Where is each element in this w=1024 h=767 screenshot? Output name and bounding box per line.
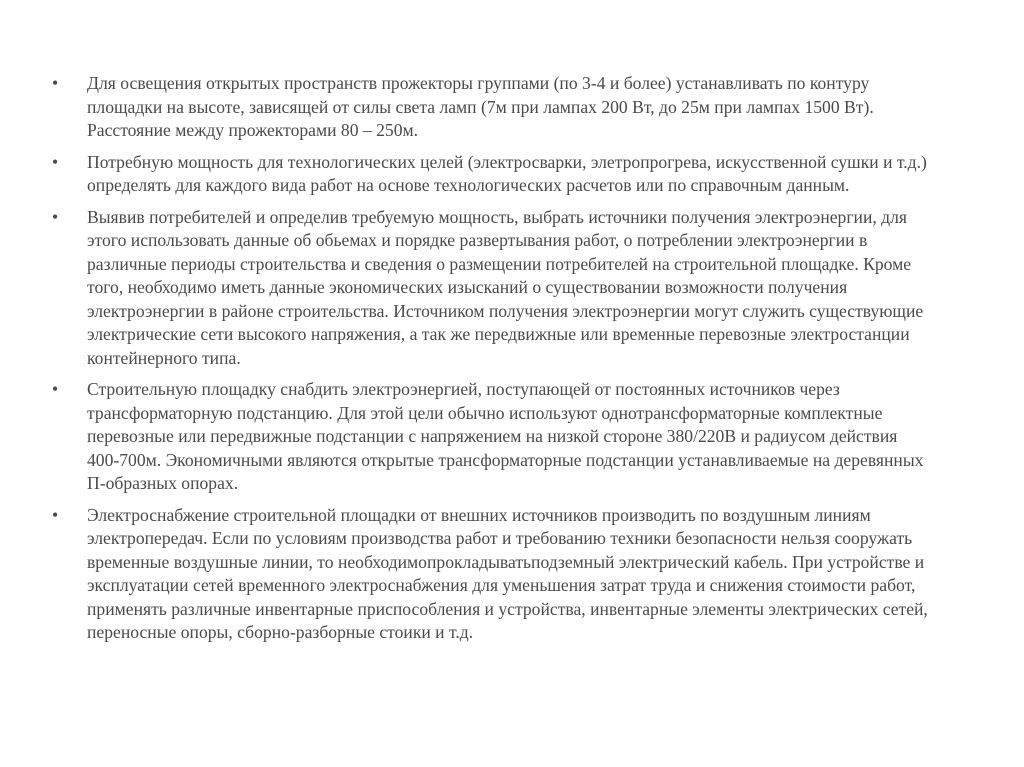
bullet-text: Для освещения открытых пространств прожекторы группами (по 3-4 и более) устанавливать по контуру площадки на высоте, зависящей от силы света ламп (7м при лампах 200 Вт, до 25м при лампах 1500 Вт). Расстояние между прожекторами 80 – 250м. [87, 73, 874, 140]
bullet-icon: • [52, 151, 59, 172]
bullet-text: Выявив потребителей и определив требуемую мощность, выбрать источники получения электроэнергии, для этого использовать данные об обьемах и порядке развертывания работ, о потреблении электроэнергии в различные периоды строительства и сведения о размещении потребителей на строительной площадке. Кроме того, необходимо иметь данные экономических изысканий о существовании возможности получения электроэнергии в районе строительства. Источником получения электроэнергии могут служить существующие электрические сети высокого напряжения, а так же передвижные или временные перевозные электростанции контейнерного типа. [87, 206, 924, 368]
bullet-text: Потребную мощность для технологических целей (электросварки, элетропрогрева, искусственной сушки и т.д.) определять для каждого вида работ на основе технологических расчетов или по справочным данным. [87, 151, 927, 195]
bullet-icon: • [52, 504, 59, 525]
bullet-icon: • [52, 206, 59, 227]
bullet-item-power-demand [52, 151, 932, 198]
bullet-item-power-sources [52, 206, 932, 371]
bullet-item-power-lines [52, 504, 932, 645]
bullet-item-substation [52, 378, 932, 496]
bullet-list [52, 72, 932, 653]
bullet-icon: • [52, 379, 59, 399]
bullet-text: Электроснабжение строительной площадки от внешних источников производить по воздушным линиям электропередач. Если по условиям производства работ и требованию техники безопасности нельзя сооружать временные воздушные линии, то необходимопрокладыватьподземный электрический кабель. При устройстве и эксплуатации сетей временного электроснабжения для уменьшения затрат труда и снижения стоимости работ, применять различные инвентарные приспособления и устройства, инвентарные элементы электрических сетей, переносные опоры, сборно-разборные стоики и т.д. [87, 504, 928, 642]
bullet-item-lighting [52, 72, 932, 143]
bullet-icon: • [52, 73, 59, 93]
bullet-text: Строительную площадку снабдить электроэнергией, поступающей от постоянных источников через трансформаторную подстанцию. Для этой цели обычно используют однотрансформаторные комплектные перевозные или передвижные подстанции с напряжением на низкой стороне 380/220В и радиусом действия 400-700м. Экономичными являются открытые трансформаторные подстанции устанавливаемые на деревянных П-образных опорах. [87, 379, 924, 493]
